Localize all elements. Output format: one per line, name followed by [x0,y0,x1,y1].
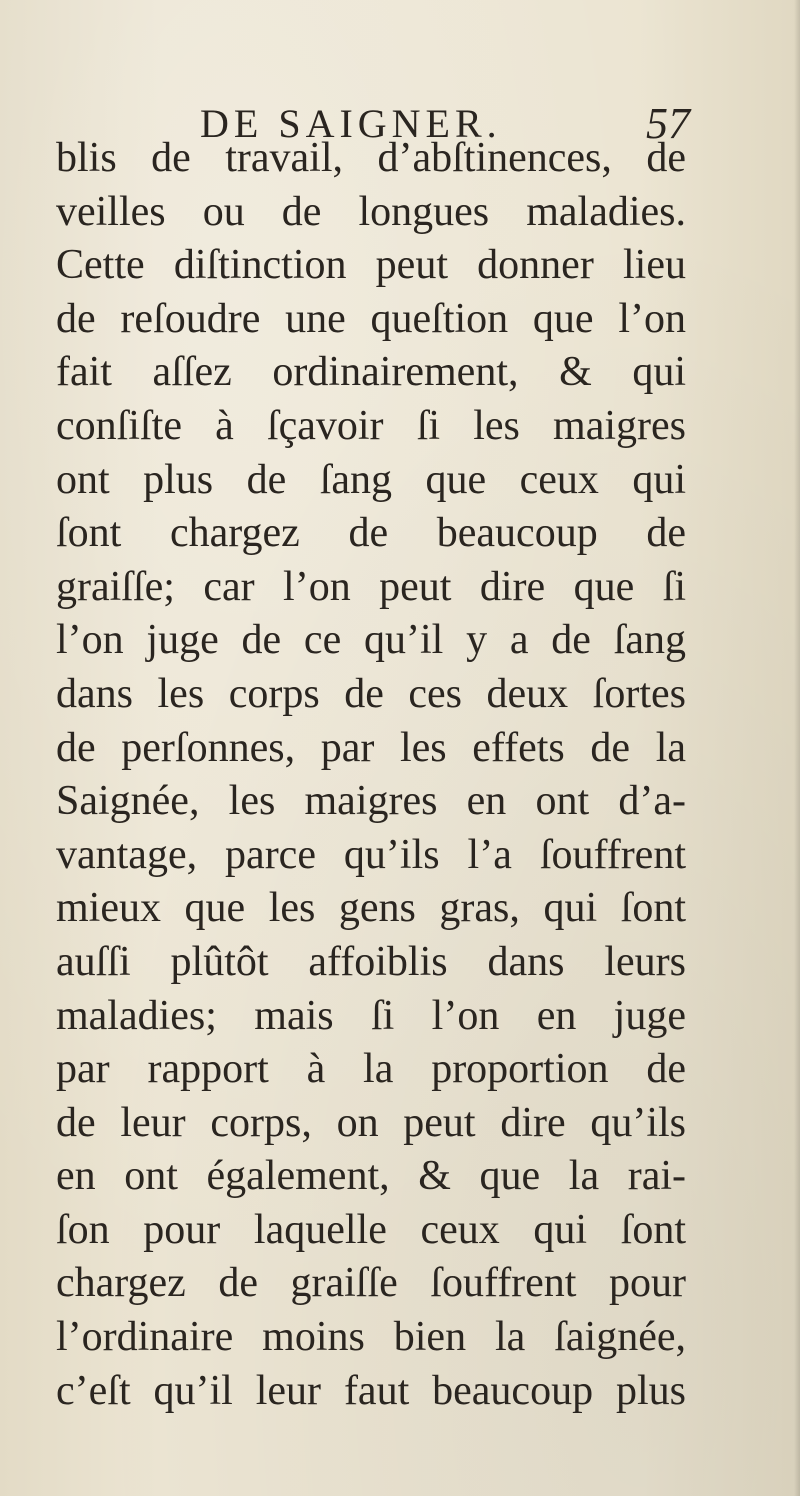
text-line: Saignée, les maigres en ont d’a- [56,778,686,825]
text-line: mieux que les gens gras, qui ſont [56,885,686,932]
text-line: ont plus de ſang que ceux qui [56,456,686,503]
running-head: DE SAIGNER. [200,101,502,146]
text-line: en ont également, & que la rai- [56,1153,686,1200]
text-line: graiſſe; car l’on peut dire que ſi [56,563,686,610]
text-line: de perſonnes, par les effets de la [56,724,686,771]
text-line: blis de travail, d’abſtinences, de [56,135,686,181]
text-line: dans les corps de ces deux ſortes [56,670,686,717]
text-line: maladies; mais ſi l’on en juge [56,992,686,1039]
body-text [56,132,686,1418]
text-line: de reſoudre une queſtion que l’on [56,295,686,342]
text-line: vantage, parce qu’ils l’a ſouffrent [56,831,686,878]
text-line: par rapport à la proportion de [56,1046,686,1093]
text-line: l’ordinaire moins bien la ſaignée, [56,1314,686,1361]
text-line: conſiſte à ſçavoir ſi les maigres [56,402,686,449]
page-edge-shadow [794,0,800,1496]
text-line: chargez de graiſſe ſouffrent pour [56,1260,686,1307]
text-line: veilles ou de longues maladies. [56,188,686,235]
text-line: l’on juge de ce qu’il y a de ſang [56,617,686,664]
text-line: auſſi plûtôt affoiblis dans leurs [56,938,686,985]
text-line: c’eſt qu’il leur faut beaucoup plus [56,1367,686,1414]
text-line: ſont chargez de beaucoup de [56,510,686,557]
text-line: Cette diſtinction peut donner lieu [56,242,686,289]
text-line: ſon pour laquelle ceux qui ſont [56,1206,686,1253]
text-line: de leur corps, on peut dire qu’ils [56,1099,686,1146]
text-line: fait aſſez ordinairement, & qui [56,349,686,396]
page-number: 57 [646,99,690,148]
